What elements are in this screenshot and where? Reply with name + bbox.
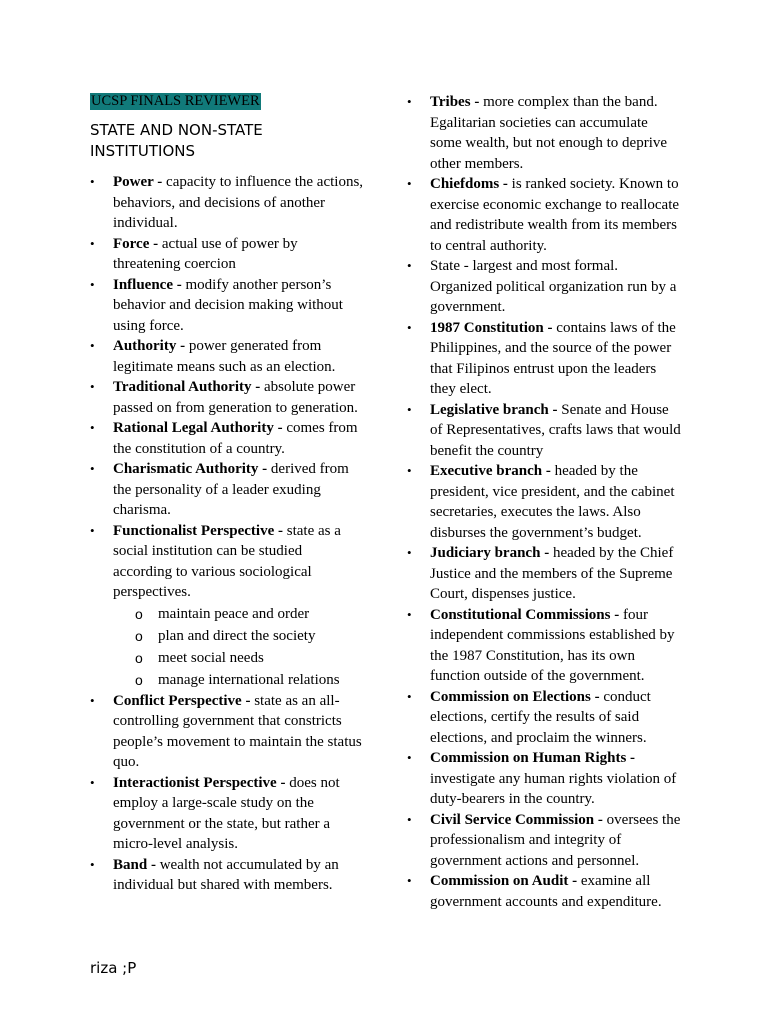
definition-item [407,461,682,543]
term-name: Civil Service Commission [430,811,595,828]
definition-item [90,275,365,337]
definition-item [407,871,682,912]
sub-list-item [113,669,365,691]
term-separator: - [153,174,167,190]
circle-bullet-icon: o [135,605,143,622]
term-definition: comes from the constitution of a country. [113,420,358,457]
definition-item [90,855,365,896]
definition-item [90,377,365,418]
bullet-icon: • [90,692,95,708]
left-term-list [90,172,365,896]
definition-item [407,687,682,749]
definition-item [407,605,682,687]
left-column [90,92,365,896]
term-name: Functionalist Perspective [113,522,275,539]
bullet-icon: • [407,463,412,478]
bullet-icon: • [407,176,412,191]
term-name: Traditional Authority [113,379,252,395]
section-title: STATE AND NON-STATE INSTITUTIONS [90,121,263,160]
definition-item [90,418,365,459]
term-definition: oversees the professionalism and integrity of government actions and personnel. [430,811,681,869]
definition-item [407,810,682,872]
functionalist-subitem-list [113,603,365,691]
bullet-icon: • [407,94,412,109]
term-name: Commission on Elections [430,688,591,705]
term-name: Judiciary branch [430,545,541,561]
right-column [407,92,682,912]
definition-item [90,521,365,691]
definition-item [407,400,682,462]
term-definition: headed by the president, vice president, and the cabinet secretaries, executes the laws. Also disburses the government’s budget. [430,463,675,541]
sub-list-item [113,603,365,625]
term-separator: - [147,856,160,873]
bullet-icon: • [90,174,95,189]
term-definition: state as an all-controlling government that constricts people’s movement to maintain the status quo. [113,692,362,770]
bullet-icon: • [90,522,95,538]
definition-item [407,748,682,810]
definition-item [407,92,682,174]
definition-item [90,459,365,521]
bullet-icon: • [90,420,95,435]
term-definition: is ranked society. Known to exercise economic exchange to reallocate and redistribute wealth from its members to central authority. [430,176,680,254]
term-name: 1987 Constitution [430,319,544,336]
term-definition: headed by the Chief Justice and the members of the Supreme Court, dispenses justice. [430,545,674,602]
term-name: Interactionist Perspective [113,774,277,791]
bullet-icon: • [407,811,412,827]
term-definition: State - largest and most formal. Organized political organization run by a government. [430,258,677,315]
term-name: Commission on Audit [430,873,569,889]
bullet-icon: • [90,856,95,872]
term-name: Influence [113,276,173,293]
term-name: Power [113,174,154,190]
term-name: Legislative branch [430,401,549,418]
term-name: Charismatic Authority [113,461,259,477]
term-separator: - [568,873,581,889]
term-separator: - [241,692,255,709]
sub-item-text: meet social needs [158,649,264,666]
term-separator: - [251,379,264,395]
bullet-icon: • [90,379,95,394]
right-term-list [407,92,682,912]
term-definition: power generated from legitimate means such as an election. [113,338,336,375]
term-definition: modify another person’s behavior and decision making without using force. [113,276,343,334]
term-definition: four independent commissions established by the 1987 Constitution, has its own function outside of the government. [430,606,675,684]
term-name: Chiefdoms [430,176,500,192]
term-definition: state as a social institution can be studied according to various sociological perspectives. [113,522,341,600]
reviewer-tag: UCSP FINALS REVIEWER [91,93,260,109]
bullet-icon: • [407,688,412,704]
definition-item [90,336,365,377]
term-definition: actual use of power by threatening coercion [113,235,298,272]
term-name: Commission on Human Rights [430,750,627,766]
term-definition: wealth not accumulated by an individual but shared with members. [113,856,339,893]
term-name: Tribes [430,94,471,110]
bullet-icon: • [407,545,412,560]
term-separator: - [258,461,271,477]
term-separator: - [610,606,623,623]
definition-item [90,773,365,855]
definition-item [90,172,365,234]
sub-item-text: manage international relations [158,671,340,688]
term-name: Constitutional Commissions [430,606,611,623]
term-definition: absolute power passed on from generation to generation. [113,379,358,416]
definition-item [407,318,682,400]
bullet-icon: • [407,606,412,622]
circle-bullet-icon: o [135,627,143,644]
term-name: Rational Legal Authority [113,420,274,436]
bullet-icon: • [407,319,412,335]
definition-item [407,256,682,318]
circle-bullet-icon: o [135,671,143,688]
bullet-icon: • [90,276,95,292]
bullet-icon: • [407,401,412,417]
term-definition: conduct elections, certify the results of said elections, and proclaim the winners. [430,688,651,746]
term-name: Conflict Perspective [113,692,242,709]
term-definition: more complex than the band. Egalitarian societies can accumulate some wealth, but not enough to deprive other members. [430,94,668,172]
bullet-icon: • [90,461,95,476]
term-separator: - [499,176,512,192]
term-definition: capacity to influence the actions, behaviors, and decisions of another individual. [113,174,364,231]
term-separator: - [540,545,553,561]
term-definition: examine all government accounts and expenditure. [430,873,662,910]
sub-item-text: maintain peace and order [158,605,310,622]
definition-item [90,691,365,773]
term-separator: - [274,522,287,539]
term-name: Executive branch [430,463,543,479]
definition-item [407,543,682,605]
term-name: Authority [113,338,177,354]
sub-list-item [113,647,365,669]
term-separator: - [470,94,484,110]
term-definition: does not employ a large-scale study on the government or the state, but rather a micro-level analysis. [113,774,340,852]
term-separator: - [149,235,162,252]
circle-bullet-icon: o [135,649,143,666]
bullet-icon: • [407,258,412,273]
sub-item-text: plan and direct the society [158,627,316,644]
term-separator: - [276,774,290,791]
footer-signature: riza ;P [90,959,137,977]
bullet-icon: • [90,338,95,353]
term-separator: - [626,750,636,766]
term-definition: contains laws of the Philippines, and the source of the power that Filipinos entrust upon the leaders they elect. [430,319,676,397]
term-name: Band [113,856,148,873]
definition-item [407,174,682,256]
bullet-icon: • [90,774,95,790]
term-definition: investigate any human rights violation of duty-bearers in the country. [430,770,677,807]
bullet-icon: • [407,873,412,888]
term-separator: - [542,463,555,479]
term-separator: - [543,319,557,336]
term-separator: - [594,811,607,828]
term-separator: - [590,688,604,705]
bullet-icon: • [407,750,412,765]
term-separator: - [273,420,287,436]
bullet-icon: • [90,235,95,251]
sub-list-item [113,625,365,647]
definition-item [90,234,365,275]
term-separator: - [176,338,189,354]
term-name: Force [113,235,150,252]
term-definition: Senate and House of Representatives, crafts laws that would benefit the country [430,401,681,459]
term-definition: derived from the personality of a leader exuding charisma. [113,461,349,518]
term-separator: - [173,276,186,293]
term-separator: - [548,401,562,418]
